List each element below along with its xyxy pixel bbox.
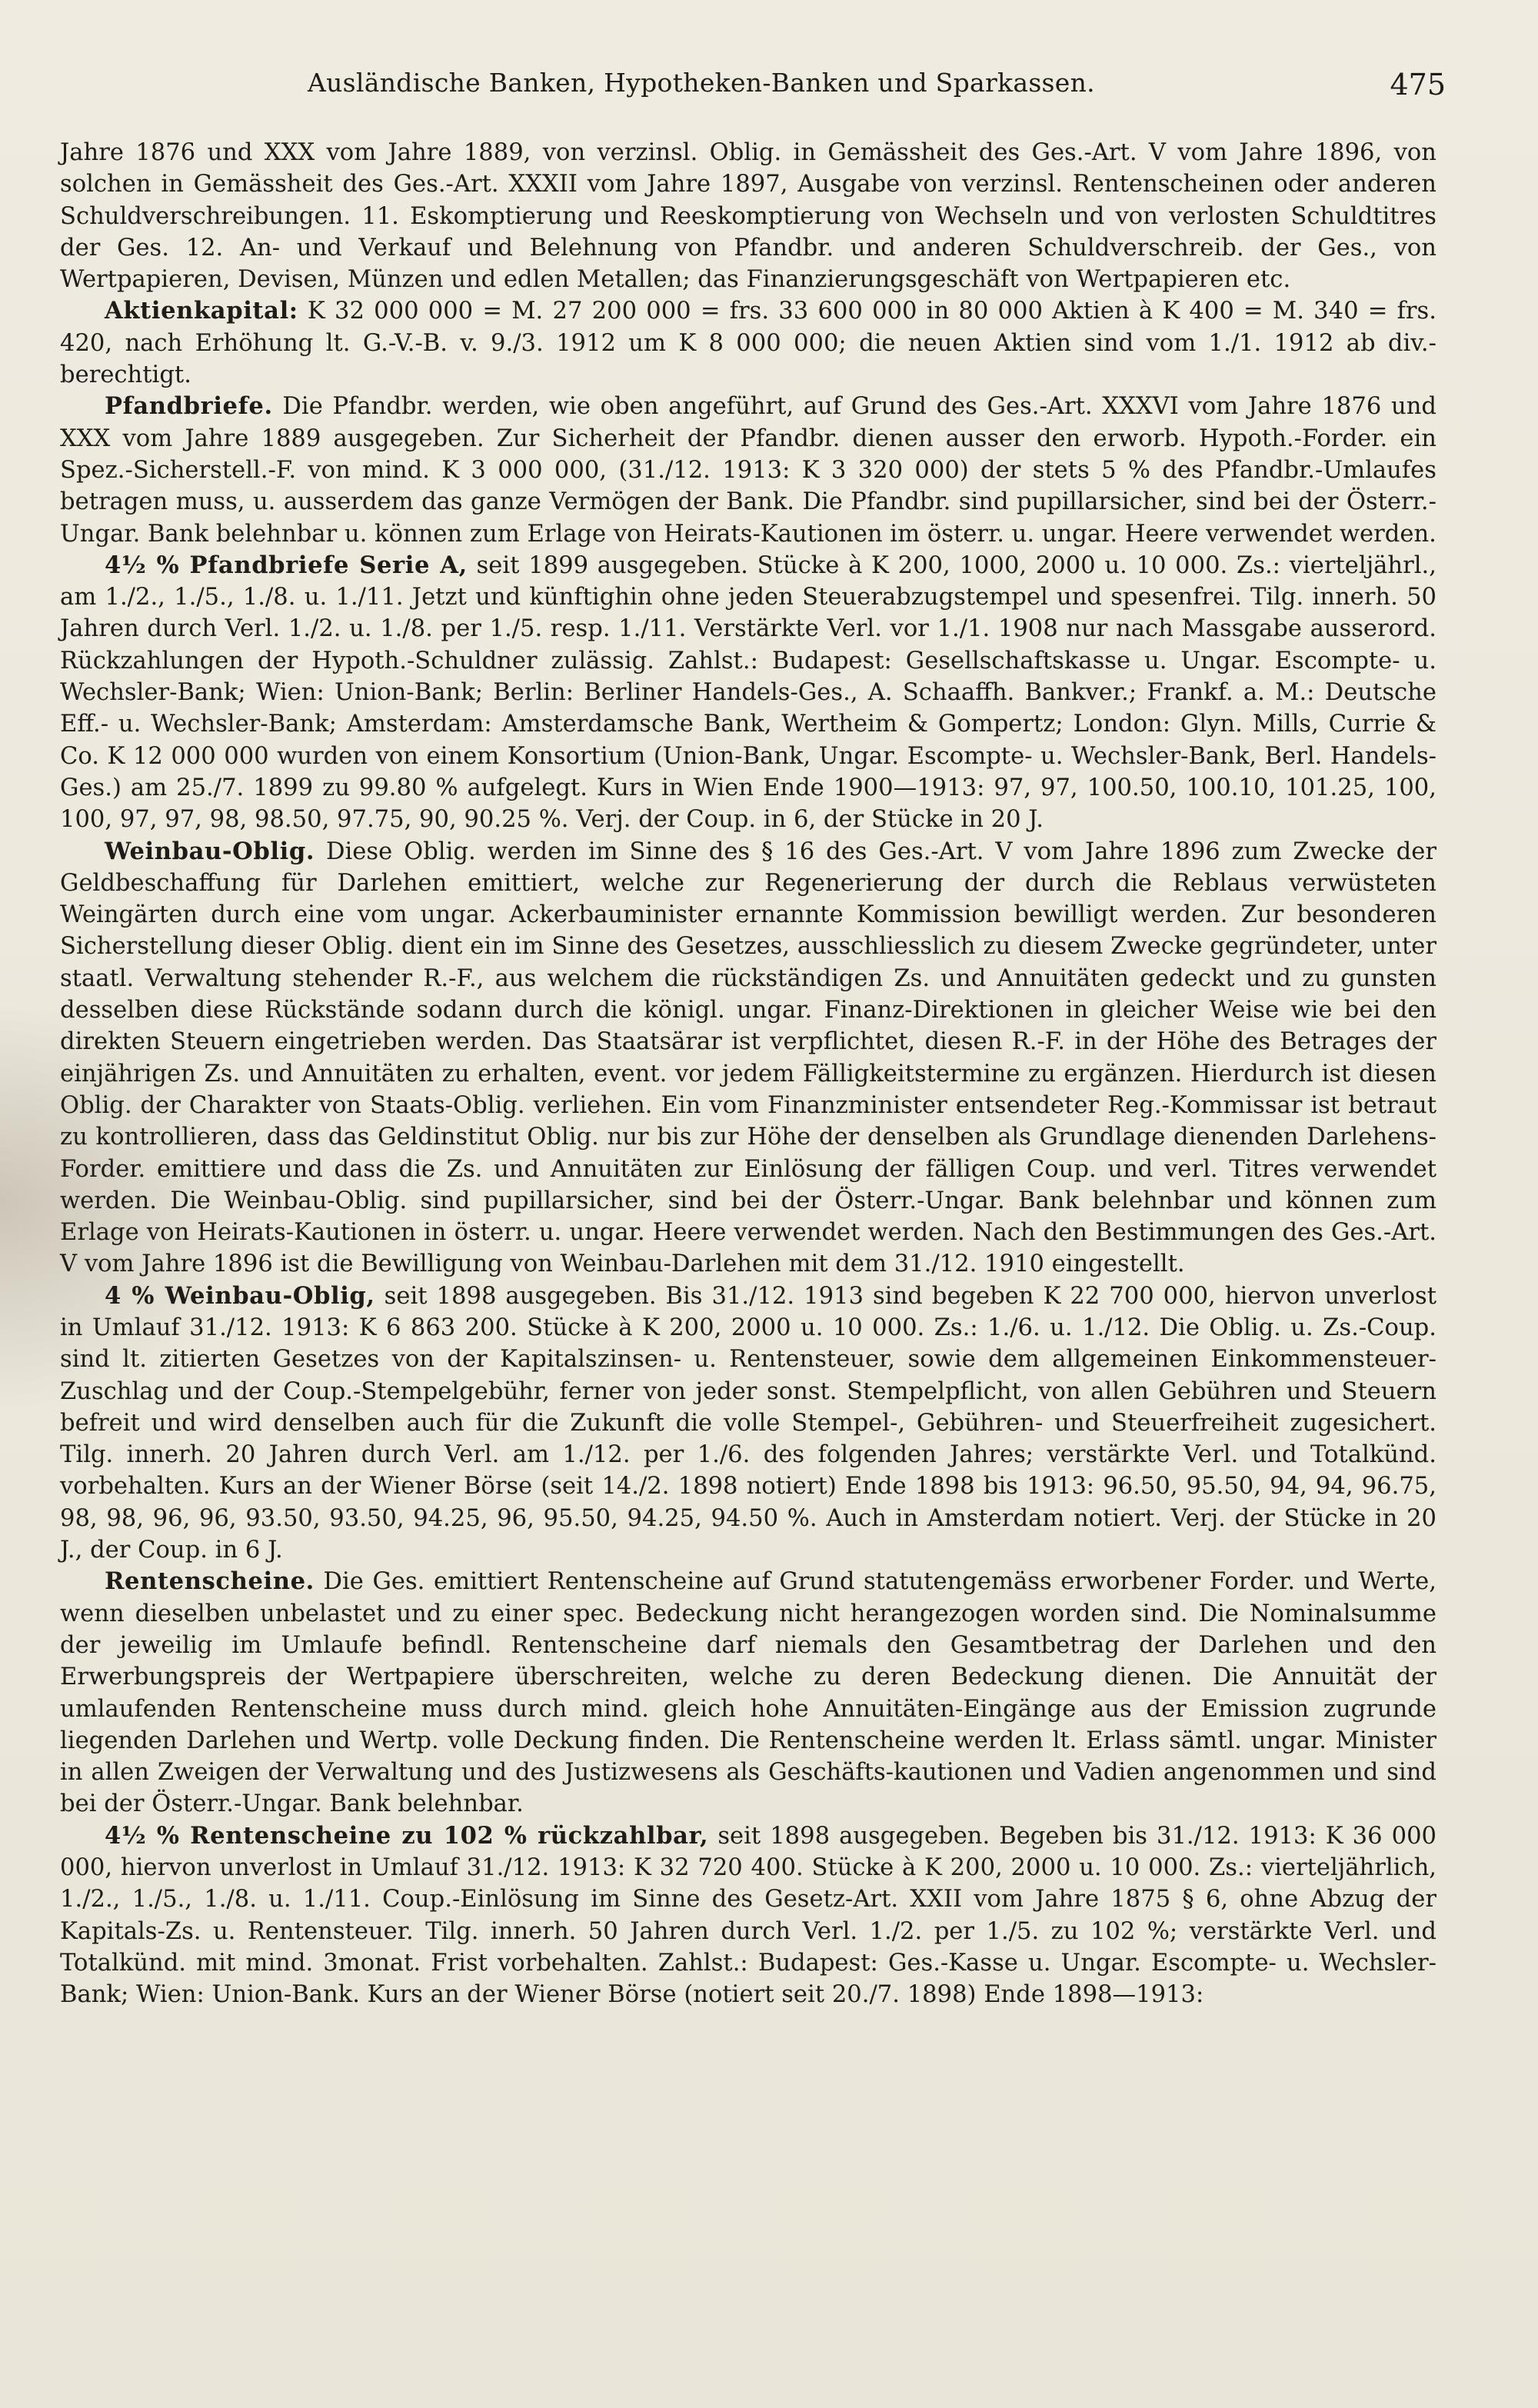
paragraph-weinbau-oblig — [60, 836, 1436, 1281]
page-header — [69, 68, 1446, 114]
body-text — [60, 137, 1436, 2011]
section-heading: 4 % Weinbau-Oblig, — [105, 1281, 375, 1310]
section-heading: 4½ % Rentenscheine zu 102 % rückzahlbar, — [105, 1821, 709, 1850]
paragraph-text: seit 1898 ausgegeben. Bis 31./12. 1913 sind begeben K 22 700 000, hiervon unverlost in Umlauf 31./12. 1913: K 6 863 200. Stücke à K 200, 2000 u. 10 000. Zs.: 1./6. u. 1./12. Die Oblig. u. Zs.-Coup. sind lt. zitierten Gesetzes von der Kapitalszinsen- u. Rentensteuer, sowie dem allgemeinen Einkommensteuer-Zuschlag und der Coup.-Stempelgebühr, ferner von jeder sonst. Stempelpflicht, von allen Gebühren und Steuern befreit und wird denselben auch für die Zukunft die volle Stempel-, Gebühren- und Steuerfreiheit zugesichert. Tilg. innerh. 20 Jahren durch Verl. am 1./12. per 1./6. des folgenden Jahres; verstärkte Verl. und Totalkünd. vorbehalten. Kurs an der Wiener Börse (seit 14./2. 1898 notiert) Ende 1898 bis 1913: 96.50, 95.50, 94, 94, 96.75, 98, 98, 96, 96, 93.50, 93.50, 94.25, 96, 95.50, 94.25, 94.50 %. Auch in Amsterdam notiert. Verj. der Stücke in 20 J., der Coup. in 6 J. — [60, 1282, 1437, 1564]
page-number: 475 — [1390, 68, 1446, 102]
paragraph-text: seit 1899 ausgegeben. Stücke à K 200, 1000, 2000 u. 10 000. Zs.: vierteljährl., am 1./2., 1./5., 1./8. u. 1./11. Jetzt und künftighin ohne jeden Steuerabzugstempel und spesenfrei. Tilg. innerh. 50 Jahren durch Verl. 1./2. u. 1./8. per 1./5. resp. 1./11. Verstärkte Verl. vor 1./1. 1908 nur nach Massgabe ausserord. Rückzahlungen der Hypoth.-Schuldner zulässig. Zahlst.: Budapest: Gesellschaftskasse u. Ungar. Escompte- u. Wechsler-Bank; Wien: Union-Bank; Berlin: Berliner Handels-Ges., A. Schaaffh. Bankver.; Frankf. a. M.: Deutsche Eff.- u. Wechsler-Bank; Amsterdam: Amsterdamsche Bank, Wertheim & Gompertz; London: Glyn. Mills, Currie & Co. K 12 000 000 wurden von einem Konsortium (Union-Bank, Ungar. Escompte- u. Wechsler-Bank, Berl. Handels-Ges.) am 25./7. 1899 zu 99.80 % aufgelegt. Kurs in Wien Ende 1900—1913: 97, 97, 100.50, 100.10, 101.25, 100, 100, 97, 97, 98, 98.50, 97.75, 90, 90.25 %. Verj. der Coup. in 6, der Stücke in 20 J. — [60, 551, 1436, 834]
paragraph-rentenscheine-102 — [60, 1820, 1436, 2011]
paragraph-aktienkapital — [60, 295, 1436, 391]
section-heading: Pfandbriefe. — [105, 392, 273, 421]
paragraph-pfandbriefe — [60, 391, 1436, 549]
paragraph-text: seit 1898 ausgegeben. Begeben bis 31./12. 1913: K 36 000 000, hiervon unverlost in Umlauf 31./12. 1913: K 32 720 400. Stücke à K 200, 2000 u. 10 000. Zs.: vierteljährlich, 1./2., 1./5., 1./8. u. 1./11. Coup.-Einlösung im Sinne des Gesetz-Art. XXII vom Jahre 1875 § 6, ohne Abzug der Kapitals-Zs. u. Rentensteuer. Tilg. innerh. 50 Jahren durch Verl. 1./2. per 1./5. zu 102 %; verstärkte Verl. und Totalkünd. mit mind. 3monat. Frist vorbehalten. Zahlst.: Budapest: Ges.-Kasse u. Ungar. Escompte- u. Wechsler-Bank; Wien: Union-Bank. Kurs an der Wiener Börse (notiert seit 20./7. 1898) Ende 1898—1913: — [60, 1822, 1436, 2009]
paragraph-text: Diese Oblig. werden im Sinne des § 16 des Ges.-Art. V vom Jahre 1896 zum Zwecke der Geldbeschaffung für Darlehen emittiert, welche zur Regenerierung der durch die Reblaus verwüsteten Weingärten durch eine vom ungar. Ackerbauminister ernannte Kommission bewilligt werden. Zur besonderen Sicherstellung dieser Oblig. dient ein im Sinne des Gesetzes, ausschliesslich zu diesem Zwecke gegründeter, unter staatl. Verwaltung stehender R.-F., aus welchem die rückständigen Zs. und Annuitäten gedeckt und zu gunsten desselben diese Rückstände sodann durch die königl. ungar. Finanz-Direktionen in gleicher Weise wie bei den direkten Steuern eingetrieben werden. Das Staatsärar ist verpflichtet, diesen R.-F. in der Höhe des Betrages der einjährigen Zs. und Annuitäten zu erhalten, event. vor jedem Fälligkeitstermine zu ergänzen. Hierdurch ist diesen Oblig. der Charakter von Staats-Oblig. verliehen. Ein vom Finanzminister entsendeter Reg.-Kommissar ist betraut zu kontrollieren, dass das Geldinstitut Oblig. nur bis zur Höhe der denselben als Grundlage dienenden Darlehens-Forder. emittiere und dass die Zs. und Annuitäten zur Einlösung der fälligen Coup. und verl. Titres verwendet werden. Die Weinbau-Oblig. sind pupillarsicher, sind bei der Österr.-Ungar. Bank belehnbar und können zum Erlage von Heirats-Kautionen in österr. u. ungar. Heere verwendet werden. Nach den Bestimmungen des Ges.-Art. V vom Jahre 1896 ist die Bewilligung von Weinbau-Darlehen mit dem 31./12. 1910 eingestellt. — [60, 838, 1436, 1278]
running-head: Ausländische Banken, Hypotheken-Banken und Sparkassen. — [308, 68, 1095, 98]
paragraph-continuation — [60, 137, 1436, 295]
paragraph-weinbau-oblig-4 — [60, 1281, 1436, 1567]
section-heading: Aktienkapital: — [105, 297, 298, 325]
paragraph-text: Die Ges. emittiert Rentenscheine auf Grund statutengemäss erworbener Forder. und Werte, wenn dieselben unbelastet und zu einer spec. Bedeckung nicht herangezogen worden sind. Die Nominalsumme der jeweilig im Umlaufe befindl. Rentenscheine darf niemals den Gesamtbetrag der Darlehen und den Erwerbungspreis der Wertpapiere überschreiten, welche zu deren Bedeckung dienen. Die Annuität der umlaufenden Rentenscheine muss durch mind. gleich hohe Annuitäten-Eingänge aus der Emission zugrunde liegenden Darlehen und Wertp. volle Deckung finden. Die Rentenscheine werden lt. Erlass sämtl. ungar. Minister in allen Zweigen der Verwaltung und des Justizwesens als Geschäfts-kautionen und Vadien angenommen und sind bei der Österr.-Ungar. Bank belehnbar. — [60, 1568, 1436, 1818]
section-heading: Weinbau-Oblig. — [105, 837, 315, 865]
section-heading: 4½ % Pfandbriefe Serie A, — [105, 551, 468, 579]
section-heading: Rentenscheine. — [105, 1567, 315, 1596]
paragraph-text: Die Pfandbr. werden, wie oben angeführt, auf Grund des Ges.-Art. XXXVI vom Jahre 1876 und XXX vom Jahre 1889 ausgegeben. Zur Sicherheit der Pfandbr. dienen ausser den erworb. Hypoth.-Forder. ein Spez.-Sicherstell.-F. von mind. K 3 000 000, (31./12. 1913: K 3 320 000) der stets 5 % des Pfandbr.-Umlaufes betragen muss, u. ausserdem das ganze Vermögen der Bank. Die Pfandbr. sind pupillarsicher, sind bei der Österr.-Ungar. Bank belehnbar u. können zum Erlage von Heirats-Kautionen im österr. u. ungar. Heere verwendet werden. — [60, 393, 1436, 548]
paragraph-text: Jahre 1876 und XXX vom Jahre 1889, von verzinsl. Oblig. in Gemässheit des Ges.-Art. V vom Jahre 1896, von solchen in Gemässheit des Ges.-Art. XXXII vom Jahre 1897, Ausgabe von verzinsl. Rentenscheinen oder anderen Schuldverschreibungen. 11. Eskomptierung und Reeskomptierung von Wechseln und von verlosten Schuldtitres der Ges. 12. An- und Verkauf und Belehnung von Pfandbr. und anderen Schuldverschreib. der Ges., von Wertpapieren, Devisen, Münzen und edlen Metallen; das Finanzierungsgeschäft von Wertpapieren etc. — [60, 139, 1436, 294]
paragraph-pfandbriefe-serie-a — [60, 550, 1436, 836]
paragraph-text: K 32 000 000 = M. 27 200 000 = frs. 33 600 000 in 80 000 Aktien à K 400 = M. 340 = frs. 420, nach Erhöhung lt. G.-V.-B. v. 9./3. 1912 um K 8 000 000; die neuen Aktien sind vom 1./1. 1912 ab div.-berechtigt. — [60, 298, 1436, 389]
paragraph-rentenscheine — [60, 1566, 1436, 1820]
